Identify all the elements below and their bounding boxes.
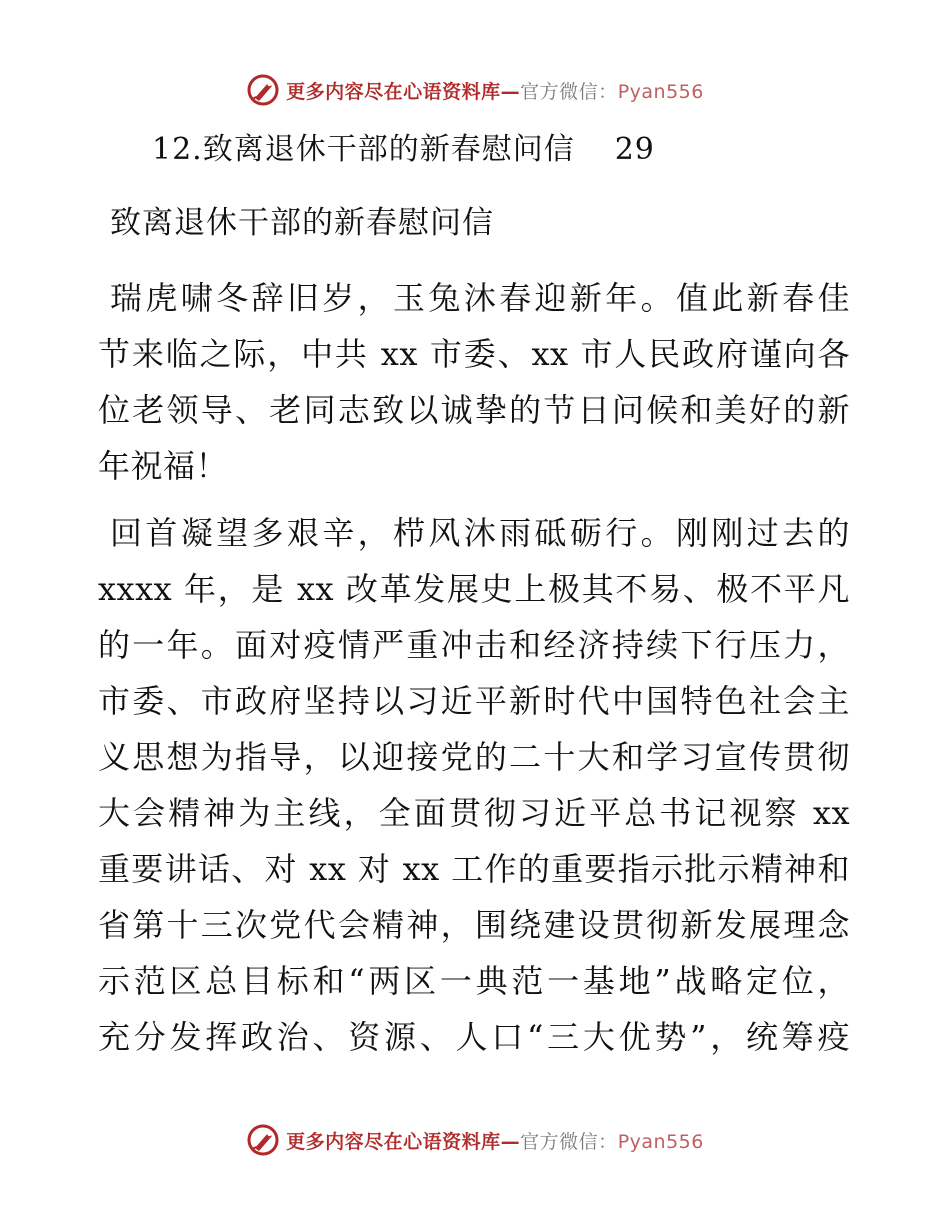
- pen-nib-logo-icon: [246, 73, 280, 107]
- text-line: xxxx 年，是 xx 改革发展史上极其不易、极不平凡: [98, 570, 850, 608]
- text-line: 的一年。面对疫情严重冲击和经济持续下行压力，: [98, 626, 850, 664]
- banner-wechat-label: 官方微信：: [520, 1130, 618, 1153]
- document-title: 致离退休干部的新春慰问信: [110, 205, 494, 241]
- text-line: 年祝福！: [98, 447, 229, 485]
- banner-text: [286, 1127, 704, 1154]
- banner-wechat-label: 官方微信：: [520, 80, 618, 103]
- text-line: 充分发挥政治、资源、人口“三大优势”，统筹疫: [98, 1018, 850, 1056]
- text-line: 大会精神为主线，全面贯彻习近平总书记视察 xx: [98, 794, 850, 832]
- text-line: 义思想为指导，以迎接党的二十大和学习宣传贯彻: [98, 738, 850, 776]
- footer-banner: [0, 1120, 950, 1160]
- toc-page-number: 29: [614, 132, 655, 167]
- paragraph-1: [98, 270, 850, 494]
- header-banner: [0, 70, 950, 110]
- text-line: 位老领导、老同志致以诚挚的节日问候和美好的新: [98, 391, 850, 429]
- text-line: 省第十三次党代会精神，围绕建设贯彻新发展理念: [98, 906, 850, 944]
- toc-entry: [152, 124, 655, 168]
- document-body: [98, 270, 850, 1076]
- pen-nib-logo-icon: [246, 1123, 280, 1157]
- toc-entry-title: 12.致离退休干部的新春慰问信: [152, 132, 575, 167]
- text-line: 瑞虎啸冬辞旧岁，玉兔沐春迎新年。值此新春佳: [110, 279, 850, 317]
- text-line: 回首凝望多艰辛，栉风沐雨砥砺行。刚刚过去的: [110, 514, 850, 552]
- banner-separator: —: [500, 80, 521, 103]
- banner-text: [286, 77, 704, 104]
- banner-wechat-id: Pyan556: [617, 1130, 704, 1153]
- banner-main-text: 更多内容尽在心语资料库: [286, 1130, 501, 1153]
- text-line: 重要讲话、对 xx 对 xx 工作的重要指示批示精神和: [98, 850, 850, 888]
- banner-main-text: 更多内容尽在心语资料库: [286, 80, 501, 103]
- paragraph-2: [98, 505, 850, 1065]
- text-line: 市委、市政府坚持以习近平新时代中国特色社会主: [98, 682, 850, 720]
- banner-wechat-id: Pyan556: [617, 80, 704, 103]
- text-line: 示范区总目标和“两区一典范一基地”战略定位，: [98, 962, 850, 1000]
- text-line: 节来临之际，中共 xx 市委、xx 市人民政府谨向各: [98, 335, 850, 373]
- banner-separator: —: [500, 1130, 521, 1153]
